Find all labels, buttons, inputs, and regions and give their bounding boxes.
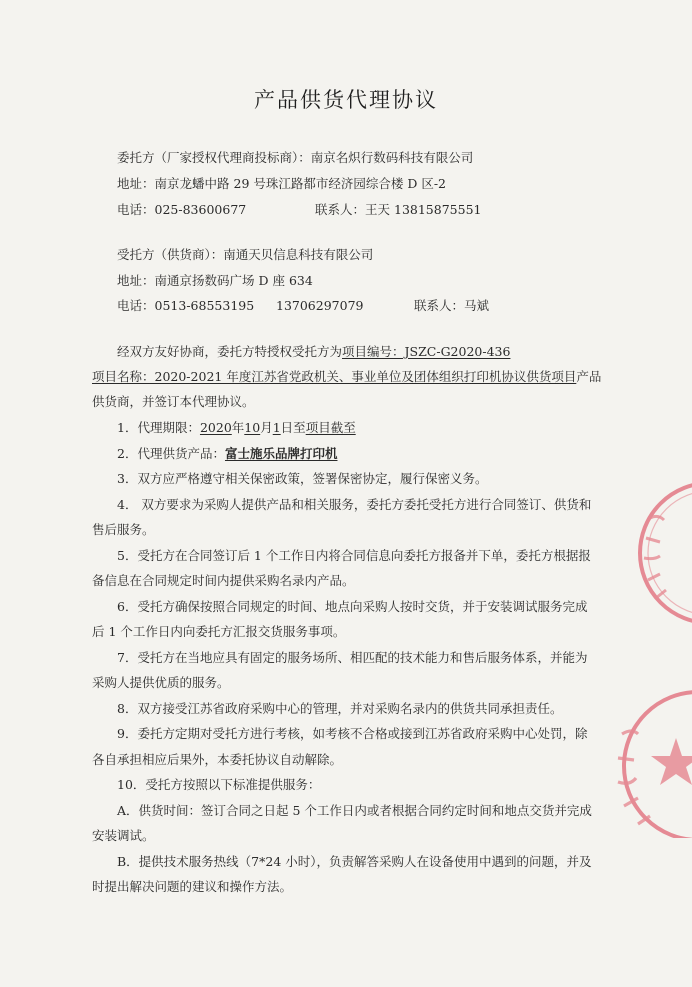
principal-label: 委托方（厂家授权代理商投标商）： bbox=[117, 150, 311, 165]
principal-address-label: 地址： bbox=[117, 176, 155, 191]
clause-6-line-2: 后 1 个工作日内向委托方汇报交货服务事项。 bbox=[92, 624, 346, 639]
agent-address: 南通京扬数码广场 D 座 634 bbox=[154, 273, 313, 288]
principal-contact-line bbox=[315, 202, 481, 218]
principal-phone: 025-83600677 bbox=[154, 202, 247, 217]
agent-phone2: 13706297079 bbox=[276, 298, 364, 313]
clause-1-day: 1 bbox=[272, 420, 281, 435]
agent-name: 南通天贝信息科技有限公司 bbox=[223, 247, 374, 262]
principal-name: 南京名炽行数码科技有限公司 bbox=[310, 150, 474, 165]
agent-address-line bbox=[117, 273, 313, 289]
principal-phone-line bbox=[117, 202, 246, 218]
intro-text-b: 产品 bbox=[576, 369, 602, 384]
project-number: 项目编号：JSZC-G2020-436 bbox=[342, 344, 511, 359]
agent-phone-label: 电话： bbox=[117, 298, 155, 313]
seal-stamp-icon-2 bbox=[598, 688, 692, 838]
agent-contact-label: 联系人： bbox=[414, 298, 465, 313]
project-name: 项目名称：2020-2021 年度江苏省党政机关、事业单位及团体组织打印机协议供货项目 bbox=[92, 369, 577, 384]
principal-phone-label: 电话： bbox=[117, 202, 155, 217]
clause-10: 10．受托方按照以下标准提供服务： bbox=[117, 777, 321, 792]
clause-9-line-1: 9．委托方定期对受托方进行考核，如考核不合格或接到江苏省政府采购中心处罚，除 bbox=[117, 726, 588, 741]
clause-1-month-unit: 月 bbox=[260, 420, 273, 435]
document-title: 产品供货代理协议 bbox=[254, 88, 438, 112]
clause-4-line-2: 售后服务。 bbox=[92, 522, 155, 537]
clause-5-line-1: 5．受托方在合同签订后 1 个工作日内将合同信息向委托方报备并下单，委托方根据报 bbox=[117, 548, 591, 563]
clause-3: 3．双方应严格遵守相关保密政策，签署保密协定，履行保密义务。 bbox=[117, 471, 488, 486]
clause-4-line-1: 4． 双方要求为采购人提供产品和相关服务，委托方委托受托方进行合同签订、供货和 bbox=[117, 497, 592, 512]
clause-1-label: 1．代理期限： bbox=[117, 420, 200, 435]
clause-2-product: 富士施乐品牌打印机 bbox=[224, 446, 338, 461]
clause-1 bbox=[117, 420, 356, 436]
clause-2-label: 2．代理供货产品： bbox=[117, 446, 225, 461]
clause-2 bbox=[117, 446, 337, 462]
clause-1-year: 2020 bbox=[199, 420, 232, 435]
principal-contact: 王天 13815875551 bbox=[365, 202, 482, 217]
agent-contact: 马斌 bbox=[464, 298, 490, 313]
clause-8: 8．双方接受江苏省政府采购中心的管理，并对采购名录内的供货共同承担责任。 bbox=[117, 701, 563, 716]
principal-address: 南京龙蟠中路 29 号珠江路都市经济园综合楼 D 区-2 bbox=[154, 176, 447, 191]
clause-7-line-2: 采购人提供优质的服务。 bbox=[92, 675, 230, 690]
agent-phone: 0513-68553195 bbox=[154, 298, 255, 313]
agent-phone-line bbox=[117, 298, 254, 314]
intro-line-1 bbox=[117, 344, 510, 360]
principal-line bbox=[117, 150, 473, 166]
principal-contact-label: 联系人： bbox=[315, 202, 366, 217]
intro-line-2 bbox=[92, 369, 601, 385]
clause-1-month: 10 bbox=[244, 420, 261, 435]
agent-label: 受托方（供货商）： bbox=[117, 247, 224, 262]
clause-1-year-unit: 年 bbox=[231, 420, 245, 435]
clause-b-line-1: B．提供技术服务热线（7*24 小时），负责解答采购人在设备使用中遇到的问题，并及 bbox=[117, 854, 592, 869]
clause-5-line-2: 备信息在合同规定时间内提供采购名录内产品。 bbox=[92, 573, 355, 588]
intro-text-a: 经双方友好协商，委托方特授权受托方为 bbox=[117, 344, 343, 359]
principal-address-line bbox=[117, 176, 446, 192]
clause-1-end: 项目截至 bbox=[305, 420, 356, 435]
agent-contact-line bbox=[414, 298, 489, 314]
clause-b-line-2: 时提出解决问题的建议和操作方法。 bbox=[92, 879, 293, 894]
agent-address-label: 地址： bbox=[117, 273, 155, 288]
seal-stamp-icon bbox=[620, 478, 692, 628]
clause-a-line-2: 安装调试。 bbox=[92, 828, 155, 843]
clause-a-line-1: A．供货时间：签订合同之日起 5 个工作日内或者根据合同约定时间和地点交货并完成 bbox=[117, 803, 592, 818]
clause-6-line-1: 6．受托方确保按照合同规定的时间、地点向采购人按时交货，并于安装调试服务完成 bbox=[117, 599, 588, 614]
clause-9-line-2: 各自承担相应后果外，本委托协议自动解除。 bbox=[92, 752, 343, 767]
intro-line-3: 供货商，并签订本代理协议。 bbox=[92, 394, 255, 409]
agent-line bbox=[117, 247, 373, 263]
clause-1-day-unit: 日至 bbox=[280, 420, 306, 435]
clause-7-line-1: 7．受托方在当地应具有固定的服务场所、相匹配的技术能力和售后服务体系，并能为 bbox=[117, 650, 588, 665]
